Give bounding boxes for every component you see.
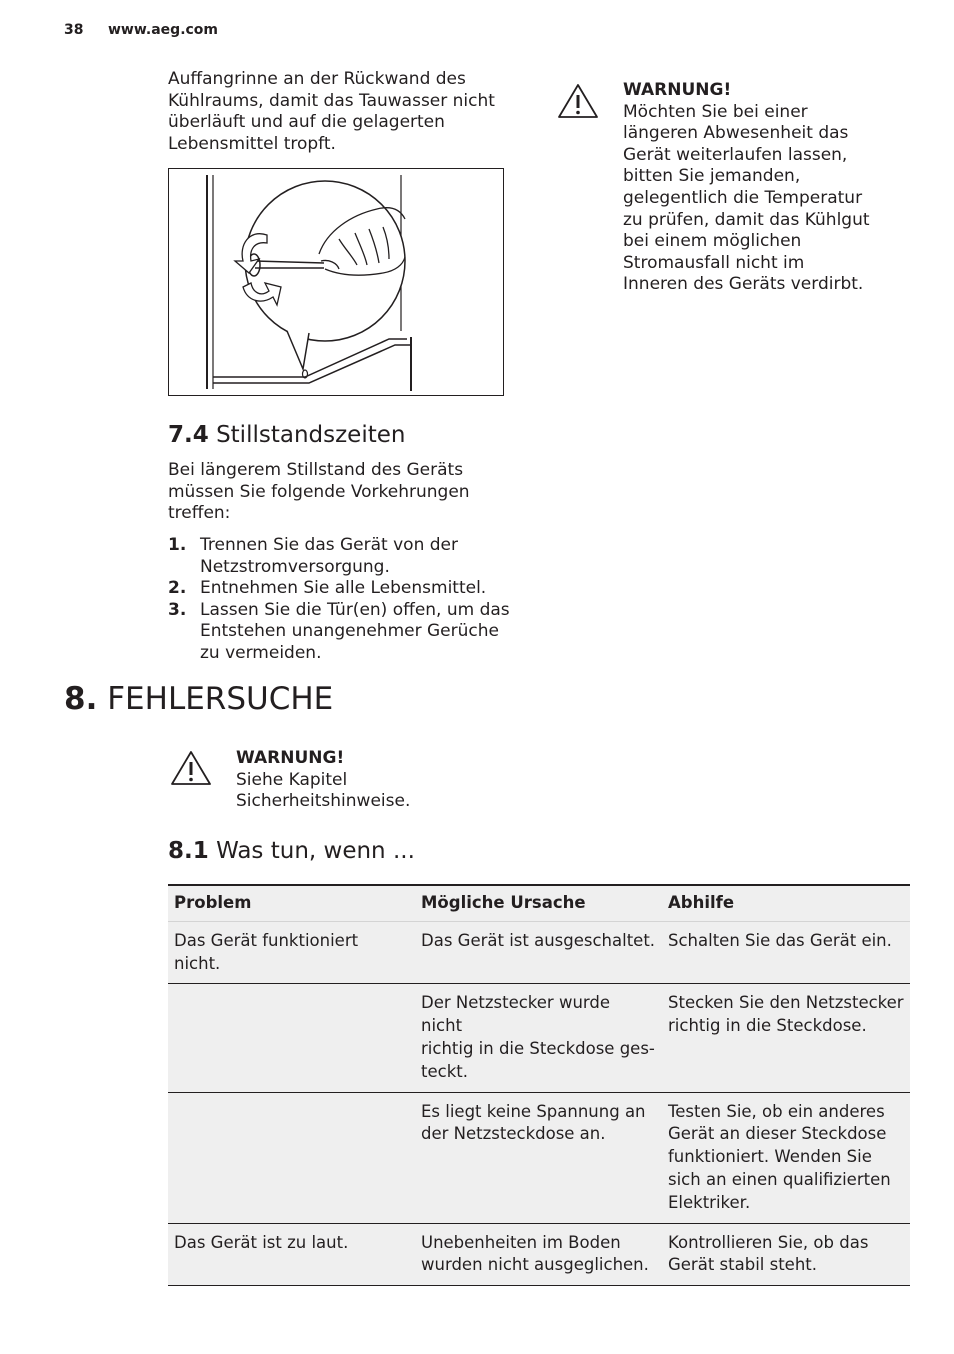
column-header: Problem [174,893,252,912]
defrost-drain-figure [168,168,504,396]
step-number: 3. [168,599,187,620]
step-number: 1. [168,535,187,555]
chapter-8-heading [64,681,333,717]
troubleshooting-table [168,884,910,1286]
table-row [168,1223,910,1286]
chapter-8-title: FEHLERSUCHE [107,681,334,717]
section-7-4-intro: Bei längerem Stillstand des Geräts müssen Sie folgende Vorkehrungen treffen: [168,460,470,524]
table-cell: Das Gerät ist zu laut. [174,1232,349,1252]
warning-triangle-icon [170,750,212,786]
table-cell [168,984,415,1092]
table-cell: Das Gerät funktioniert nicht. [174,930,359,973]
list-item [168,535,518,578]
warning-box-right [623,80,893,296]
step-text: Lassen Sie die Tür(en) offen, um das Entstehen unangenehmer Gerüche zu vermeiden. [200,599,510,663]
step-text: Entnehmen Sie alle Lebensmittel. [200,578,487,599]
column-header: Abhilfe [668,893,735,912]
section-7-4-number: 7.4 [168,422,209,448]
table-header-row [168,885,910,921]
table-cell [168,1092,415,1223]
section-8-1-title: Was tun, wenn ... [216,838,415,864]
column-header: Mögliche Ursache [421,893,586,912]
table-row [168,1092,910,1223]
warning-title: WARNUNG! [623,80,732,100]
step-text: Trennen Sie das Gerät von der Netzstromversorgung. [200,535,458,577]
table-cell: Unebenheiten im Boden wurden nicht ausgeglichen. [421,1232,649,1275]
table-cell: Der Netzstecker wurde nicht richtig in die Steckdose ges- teckt. [421,993,655,1081]
warning-box-chapter-8 [236,748,536,813]
table-cell: Schalten Sie das Gerät ein. [668,930,892,950]
table-row [168,984,910,1092]
section-8-1-number: 8.1 [168,838,209,864]
table-cell: Es liegt keine Spannung an der Netzsteckdose an. [421,1101,646,1144]
section-7-4-title: Stillstandszeiten [216,422,406,448]
section-7-4-heading [168,421,405,449]
defrost-drain-illustration [169,169,503,395]
chapter-8-number: 8. [64,681,98,717]
list-item [168,600,518,665]
warning-title: WARNUNG! [236,748,345,768]
page-number: 38 [64,22,84,38]
table-row [168,921,910,984]
intro-paragraph: Auffangrinne an der Rückwand des Kühlraums, damit das Tauwasser nicht überläuft und auf die gelagerten Lebensmittel tropft. [168,69,495,154]
warning-text: Möchten Sie bei einer längeren Abwesenheit das Gerät weiterlaufen lassen, bitten Sie jemanden, gelegentlich die Temperatur zu prüfen, damit das Kühlgut bei einem möglichen Stromausfall nicht im Inneren des Geräts verdirbt. [623,101,870,295]
warning-text: Siehe Kapitel Sicherheitshinweise. [236,769,411,812]
section-8-1-heading [168,837,415,865]
table-cell: Kontrollieren Sie, ob das Gerät stabil steht. [668,1232,869,1275]
table-cell: Stecken Sie den Netzstecker richtig in die Steckdose. [668,993,904,1036]
list-item [168,578,518,600]
table-cell: Testen Sie, ob ein anderes Gerät an dieser Steckdose funktioniert. Wenden Sie sich an einen qualifizierten Elektriker. [668,1101,891,1212]
section-7-4-steps [168,535,518,665]
table-cell: Das Gerät ist ausgeschaltet. [421,930,656,950]
step-number: 2. [168,578,187,599]
website-link[interactable]: www.aeg.com [108,22,219,38]
warning-triangle-icon [557,83,599,119]
